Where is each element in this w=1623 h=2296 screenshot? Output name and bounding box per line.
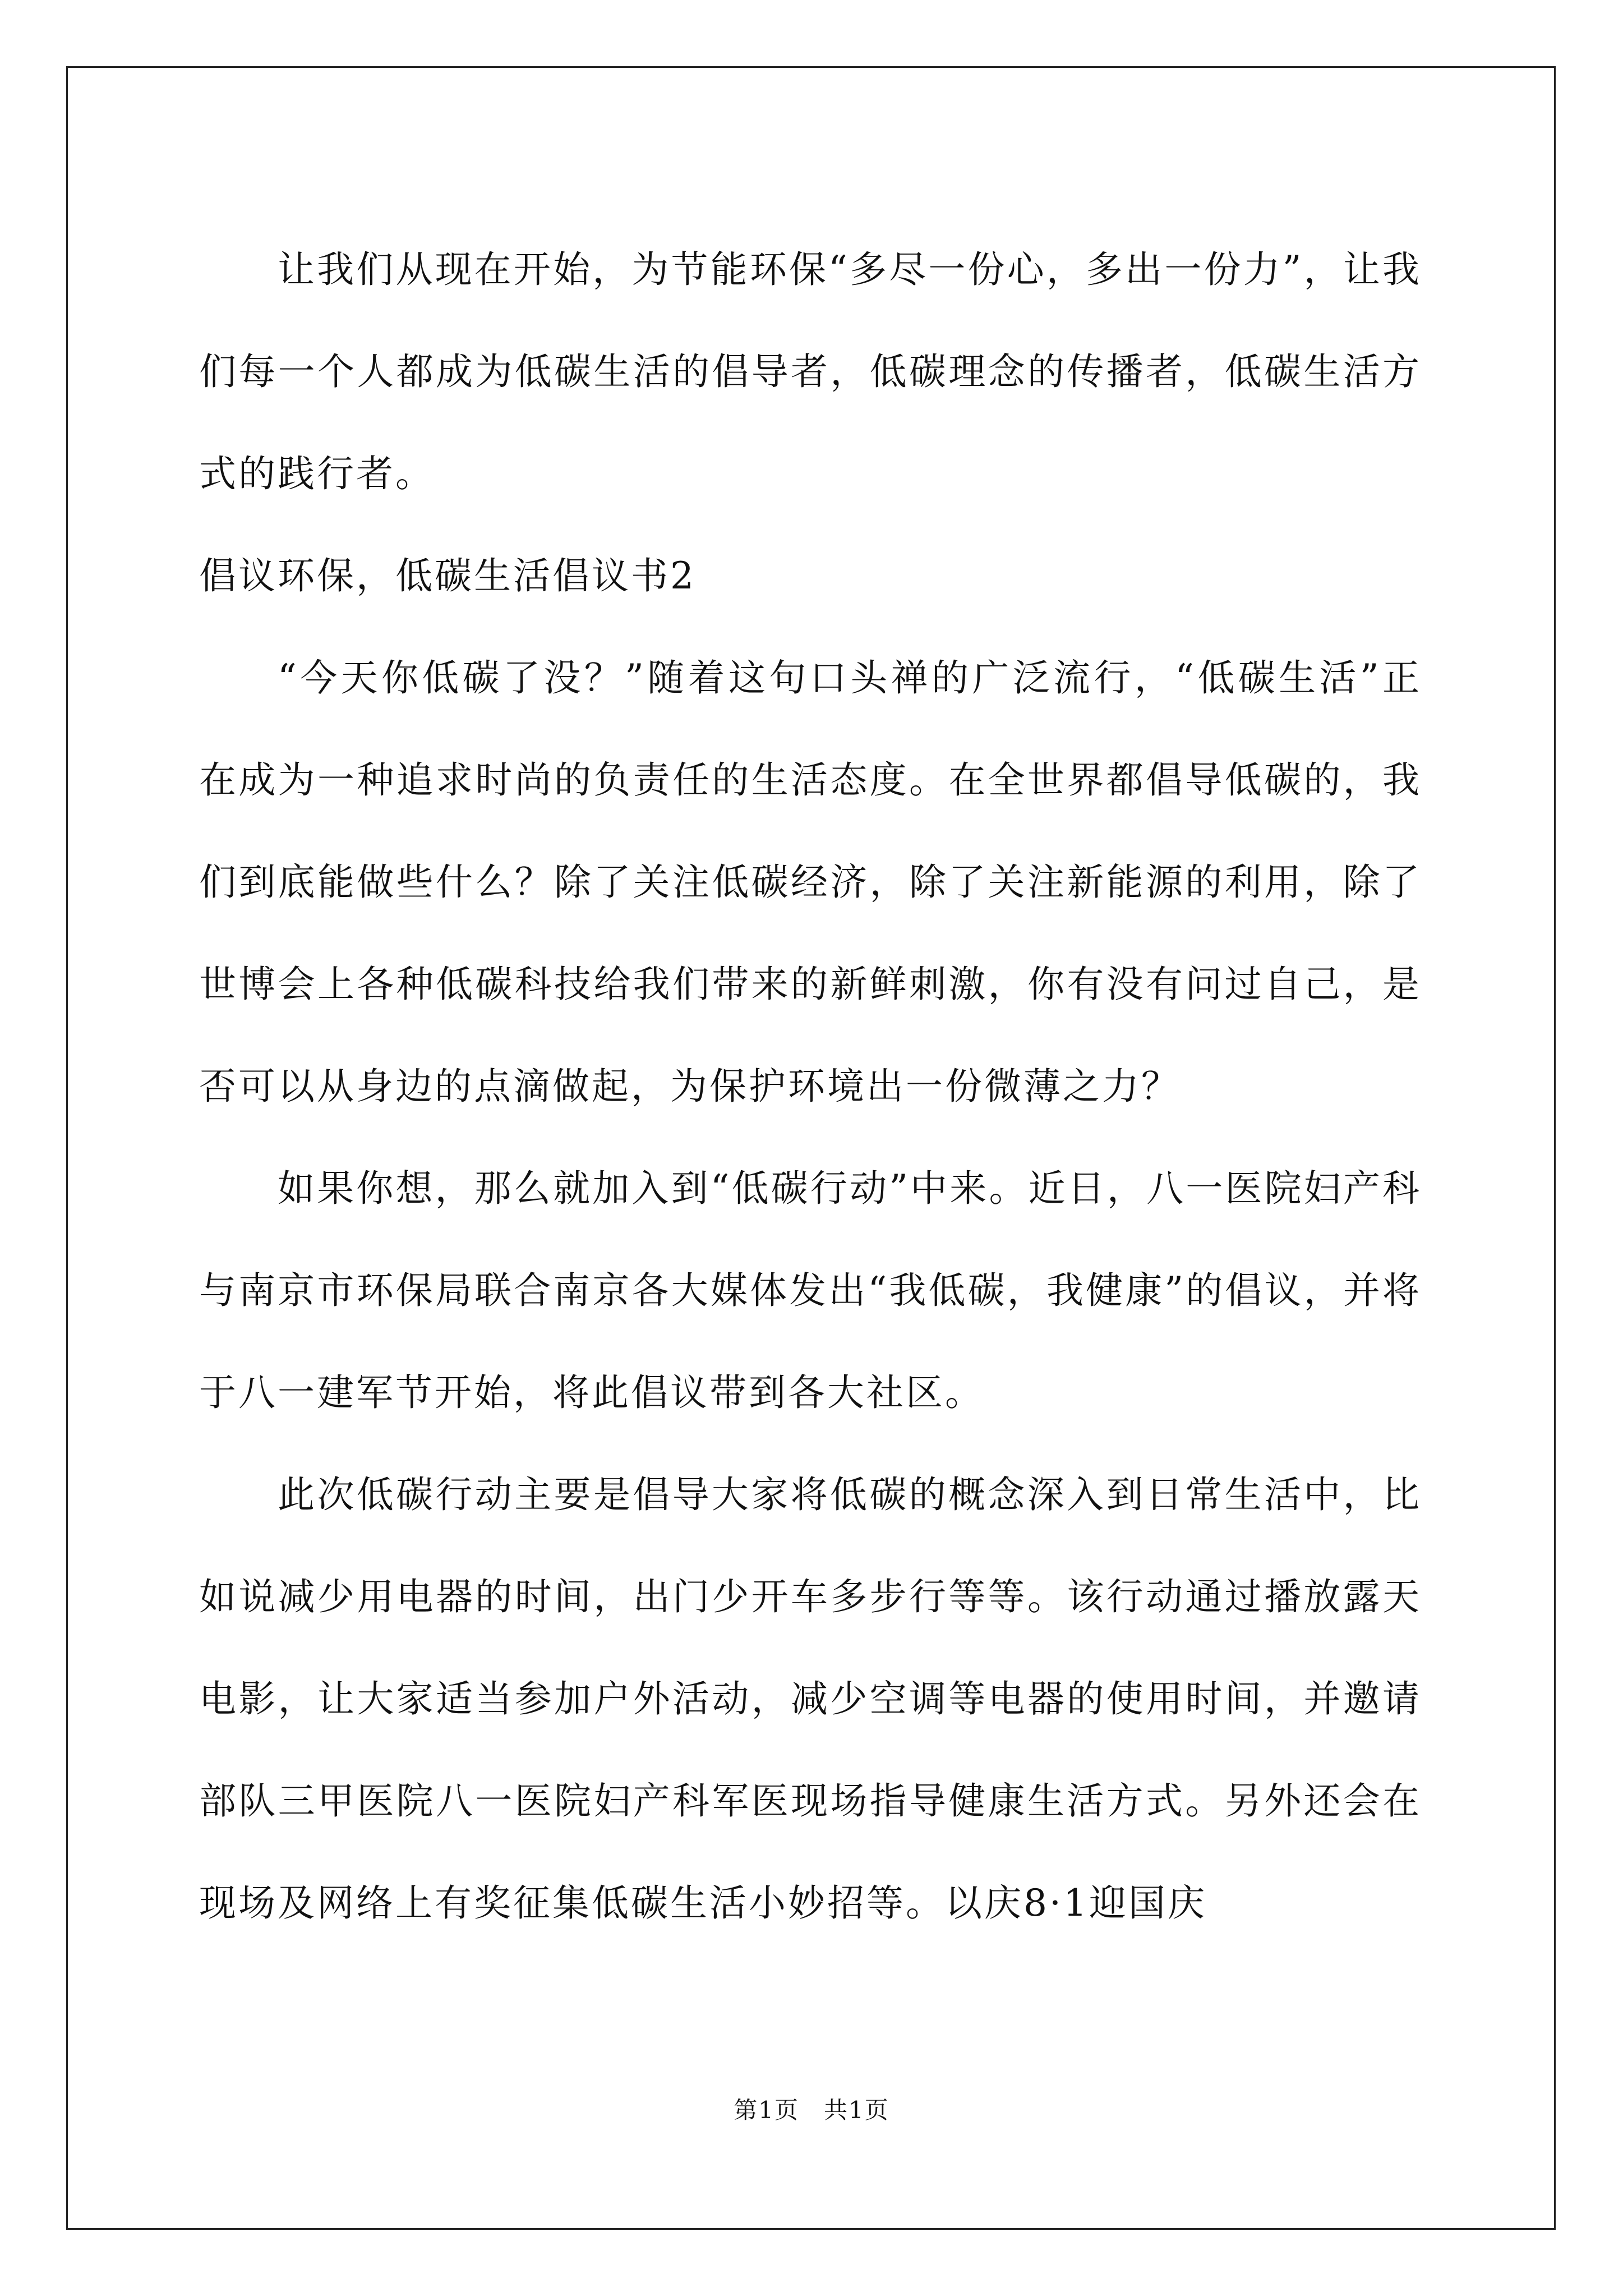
paragraph-2: “今天你低碳了没？”随着这句口头禅的广泛流行，“低碳生活”正在成为一种追求时尚的负责任的生活态度。在全世界都倡导低碳的，我们到底能做些什么？除了关注低碳经济，除了关注新能源的利用，除了世博会上各种低碳科技给我们带来的新鲜刺激，你有没有问过自己，是否可以从身边的点滴做起，为保护环境出一份微薄之力？ — [199, 656, 1422, 1108]
page-footer: 第1页 共1页 — [734, 2096, 889, 2124]
paragraph-4: 此次低碳行动主要是倡导大家将低碳的概念深入到日常生活中，比如说减少用电器的时间，出门少开车多步行等等。该行动通过播放露天电影，让大家适当参加户外活动，减少空调等电器的使用时间，并邀请部队三甲医院八一医院妇产科军医现场指导健康生活方式。另外还会在现场及网络上有奖征集低碳生活小妙招等。以庆8·1迎国庆 — [199, 1473, 1422, 1925]
document-body — [199, 219, 1422, 1954]
paragraph-3: 如果你想，那么就加入到“低碳行动”中来。近日，八一医院妇产科与南京市环保局联合南京各大媒体发出“我低碳，我健康”的倡议，并将于八一建军节开始，将此倡议带到各大社区。 — [199, 1167, 1422, 1414]
section-heading: 倡议环保，低碳生活倡议书2 — [199, 554, 696, 597]
paragraph-1: 让我们从现在开始，为节能环保“多尽一份心，多出一份力”，让我们每一个人都成为低碳生活的倡导者，低碳理念的传播者，低碳生活方式的践行者。 — [199, 248, 1422, 495]
